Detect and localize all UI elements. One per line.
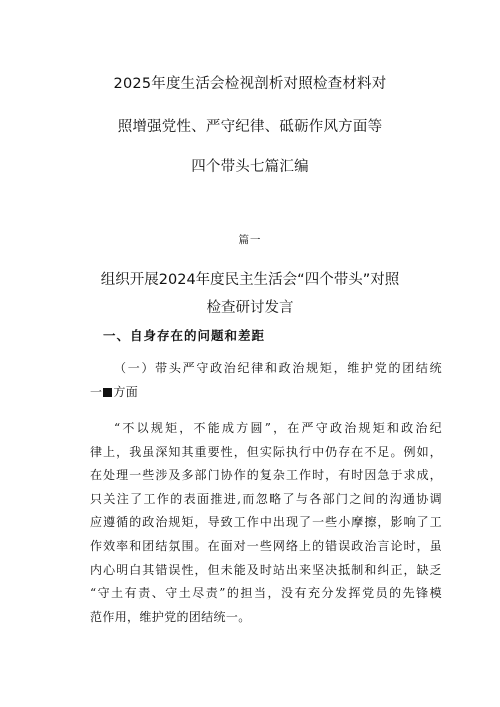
body-line: 只关注了工作的表面推进,而忽略了与各部门之间的沟通协调 (90, 491, 442, 506)
document-title-line-1: 2025年度生活会检视剖析对照检查材料对 (113, 76, 387, 92)
body-line: 律上，我虽深知其重要性，但实际执行中仍存在不足。例如， (90, 444, 442, 459)
body-line: 作效率和团结氛围。在面对一些网络上的错误政治言论时，虽 (90, 538, 442, 553)
subsection-heading-line-2 (90, 381, 442, 405)
subsection-heading-line-1: （一）带头严守政治纪律和政治规矩，维护党的团结统 (114, 361, 442, 375)
chapter-label: 篇一 (238, 234, 262, 246)
body-line: “不以规矩，不能成方圆”，在严守政治规矩和政治纪 (114, 421, 442, 435)
section-heading: 一、自身存在的问题和差距 (103, 328, 266, 343)
subsection-heading (90, 357, 442, 404)
body-line: “守土有责、守土尽责”的担当，没有充分发挥党员的先锋模 (90, 586, 442, 601)
subsection-heading-suffix: 方面 (113, 384, 139, 399)
body-line: 内心明白其错误性，但未能及时站出来坚决抵制和纠正，缺乏 (90, 562, 442, 577)
chapter-title-line-2: 检查研讨发言 (206, 300, 294, 316)
body-line: 范作用，维护党的团结统一。 (90, 609, 251, 624)
body-line: 应遵循的政治规矩，导致工作中出现了一些小摩擦，影响了工 (90, 515, 442, 530)
black-square-icon (103, 388, 112, 397)
subsection-heading-prefix: 一 (90, 384, 103, 399)
body-paragraph (90, 417, 442, 629)
chapter-title-line-1: 组织开展2024年度民主生活会“四个带头”对照 (100, 272, 400, 288)
document-title-line-2: 照增强党性、严守纪律、砥砺作风方面等 (117, 119, 383, 135)
body-line: 在处理一些涉及多部门协作的复杂工作时，有时因急于求成， (90, 468, 442, 483)
document-title-line-3: 四个带头七篇汇编 (191, 159, 309, 175)
